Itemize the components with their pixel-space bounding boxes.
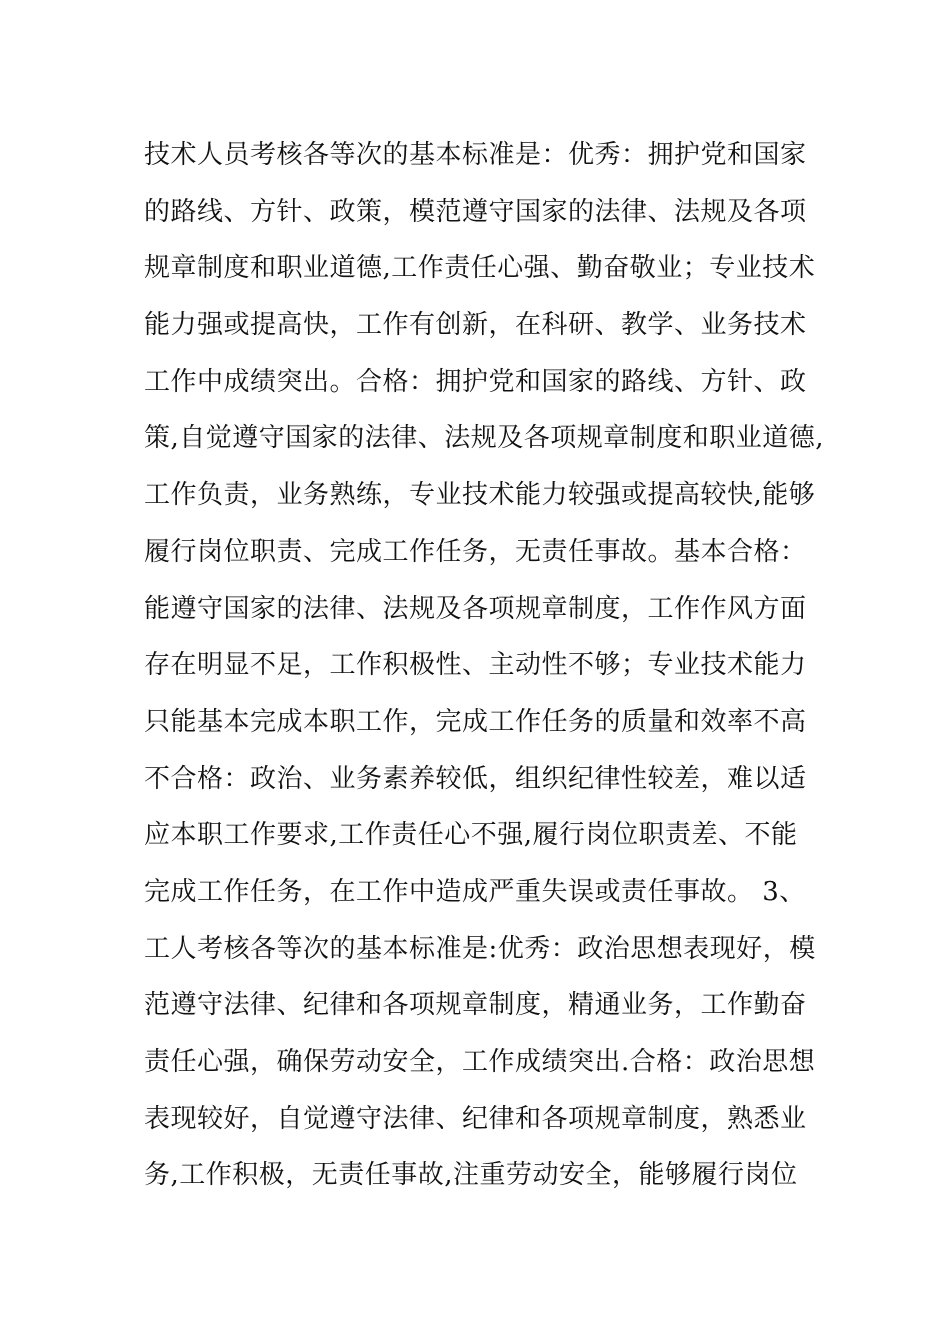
- paragraph-line: 务,工作积极，无责任事故,注重劳动安全，能够履行岗位: [144, 1160, 798, 1191]
- paragraph-line: 能遵守国家的法律、法规及各项规章制度，工作作风方面: [144, 593, 807, 624]
- paragraph-line: 的路线、方针、政策，模范遵守国家的法律、法规及各项: [144, 196, 807, 227]
- paragraph-line: 规章制度和职业道德,工作责任心强、勤奋敬业；专业技术: [144, 253, 816, 284]
- paragraph-line: 技术人员考核各等次的基本标准是：优秀：拥护党和国家: [144, 140, 807, 170]
- paragraph-line: 工作中成绩突出。合格：拥护党和国家的路线、方针、政: [144, 366, 807, 397]
- body-paragraph: [144, 127, 834, 1204]
- paragraph-line: 履行岗位职责、完成工作任务，无责任事故。基本合格：: [144, 536, 807, 567]
- paragraph-line: 存在明显不足，工作积极性、主动性不够；专业技术能力: [144, 650, 807, 681]
- paragraph-line: 只能基本完成本职工作，完成工作任务的质量和效率不高: [144, 706, 807, 737]
- paragraph-line: 表现较好，自觉遵守法律、纪律和各项规章制度，熟悉业: [144, 1103, 807, 1134]
- paragraph-line: 能力强或提高快，工作有创新，在科研、教学、业务技术: [144, 310, 807, 341]
- paragraph-line: 工人考核各等次的基本标准是:优秀：政治思想表现好，模: [144, 933, 816, 964]
- paragraph-line: 完成工作任务，在工作中造成严重失误或责任事故。 3、: [144, 876, 806, 907]
- paragraph-line: 范遵守法律、纪律和各项规章制度，精通业务，工作勤奋: [144, 990, 807, 1021]
- paragraph-line: 应本职工作要求,工作责任心不强,履行岗位职责差、不能: [144, 820, 798, 851]
- paragraph-line: 责任心强，确保劳动安全，工作成绩突出.合格：政治思想: [144, 1047, 816, 1077]
- paragraph-line: 不合格：政治、业务素养较低，组织纪律性较差，难以适: [144, 763, 807, 794]
- paragraph-line: 策,自觉遵守国家的法律、法规及各项规章制度和职业道德,: [144, 423, 825, 454]
- paragraph-line: 工作负责，业务熟练，专业技术能力较强或提高较快,能够: [144, 480, 816, 511]
